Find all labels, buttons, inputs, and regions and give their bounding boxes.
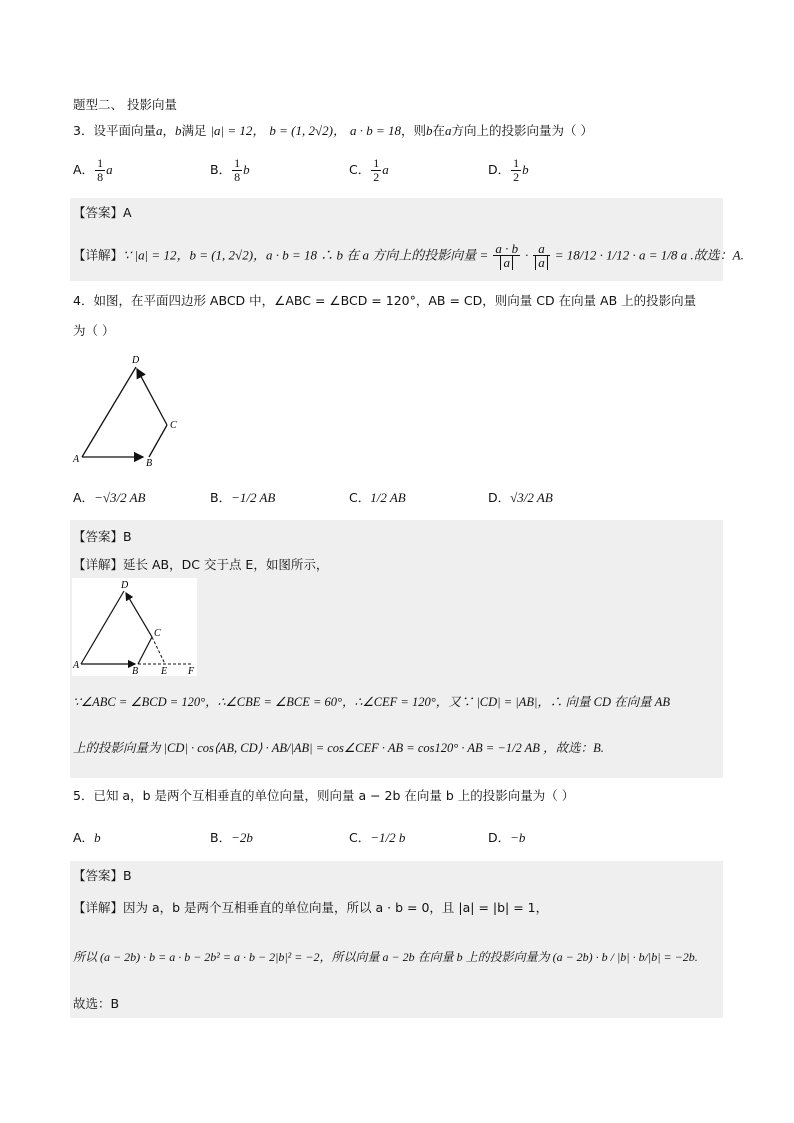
- q5-detail-line3: 故选：B: [73, 996, 120, 1011]
- section-title: 题型二、 投影向量: [73, 97, 177, 112]
- fig2-label-d: D: [121, 580, 129, 591]
- q5-option-b[interactable]: B．−2b: [210, 830, 253, 845]
- fig2-label-b: B: [132, 666, 139, 676]
- q3-detail: 【详解】∵ |a| = 12，b = (1, 2√2)，a · b = 18 ∴ b 在 a 方向上的投影向量 = $\frac{a \cdot b}{a}$ · $\frac{a}{a}$ = 18/12 · 1/12 · a = 1/8 a .故选：A.: [73, 241, 744, 270]
- q4-option-d[interactable]: D．√3/2 AB: [488, 490, 553, 505]
- q4-detail-line2: ∵∠ABC = ∠BCD = 120°，∴∠CBE = ∠BCE = 60°，∴∠CEF = 120°，又∵ |CD| = |AB|，∴ 向量 CD 在向量 AB: [73, 695, 671, 709]
- fig2-label-a: A: [73, 660, 80, 671]
- fig-label-c: C: [170, 420, 177, 431]
- q5-option-d[interactable]: D．−b: [488, 830, 526, 845]
- q5-stem: 5．已知 a，b 是两个互相垂直的单位向量，则向量 a − 2b 在向量 b 上的投影向量为（ ）: [73, 788, 575, 803]
- q4-option-c[interactable]: C．1/2 AB: [349, 490, 406, 505]
- q3-option-c[interactable]: C． $\frac{1}{2}$ a: [349, 156, 389, 184]
- q5-answer: 【答案】B: [73, 868, 132, 883]
- q4-option-a[interactable]: A．−√3/2 AB: [73, 490, 146, 505]
- q5-detail-line2: 所以 (a − 2b) · b = a · b − 2b² = a · b − 2|b|² = −2，所以向量 a − 2b 在向量 b 上的投影向量为 (a − 2b) · b / |b| · b/|b| = −2b.: [73, 950, 698, 964]
- fig2-label-e: E: [161, 666, 168, 676]
- q3-option-b[interactable]: B． $\frac{1}{8}$ b: [210, 156, 250, 184]
- q3-option-d[interactable]: D． $\frac{1}{2}$ b: [488, 156, 529, 184]
- fig-label-b: B: [146, 458, 153, 469]
- q3-answer: 【答案】A: [73, 205, 132, 220]
- q5-option-c[interactable]: C．−1/2 b: [349, 830, 406, 845]
- q4-detail-line3: 上的投影向量为 |CD| · cos⟨AB, CD⟩ · AB/|AB| = cos∠CEF · AB = cos120° · AB = −1/2 AB ，故选：B.: [73, 741, 604, 755]
- q4-stem-line1: 4．如图，在平面四边形 ABCD 中，∠ABC = ∠BCD = 120°，AB = CD，则向量 CD 在向量 AB 上的投影向量: [73, 293, 697, 308]
- q5-answer-block: [70, 861, 723, 1018]
- fig-label-a: A: [73, 454, 80, 465]
- q4-answer: 【答案】B: [73, 529, 132, 544]
- q5-detail-line1: 【详解】因为 a，b 是两个互相垂直的单位向量，所以 a · b = 0，且 |a| = |b| = 1，: [73, 900, 549, 915]
- fig-label-d: D: [132, 355, 140, 366]
- fig2-label-c: C: [154, 628, 161, 639]
- q5-option-a[interactable]: A．b: [73, 830, 101, 845]
- q4-detail-line1: 【详解】延长 AB，DC 交于点 E，如图所示，: [73, 557, 329, 572]
- q3-stem: 3．设平面向量a，b满足 |a| = 12， b = (1, 2√2)， a · b = 18，则b在a方向上的投影向量为（ ）: [73, 123, 593, 138]
- q4-extended-figure: [72, 578, 197, 676]
- q4-option-b[interactable]: B．−1/2 AB: [210, 490, 276, 505]
- q4-stem-line2: 为（ ）: [73, 323, 115, 338]
- q3-option-a[interactable]: A． $\frac{1}{8}$ a: [73, 156, 113, 184]
- fig2-label-f: F: [188, 666, 195, 676]
- q4-quadrilateral-figure: [70, 350, 190, 470]
